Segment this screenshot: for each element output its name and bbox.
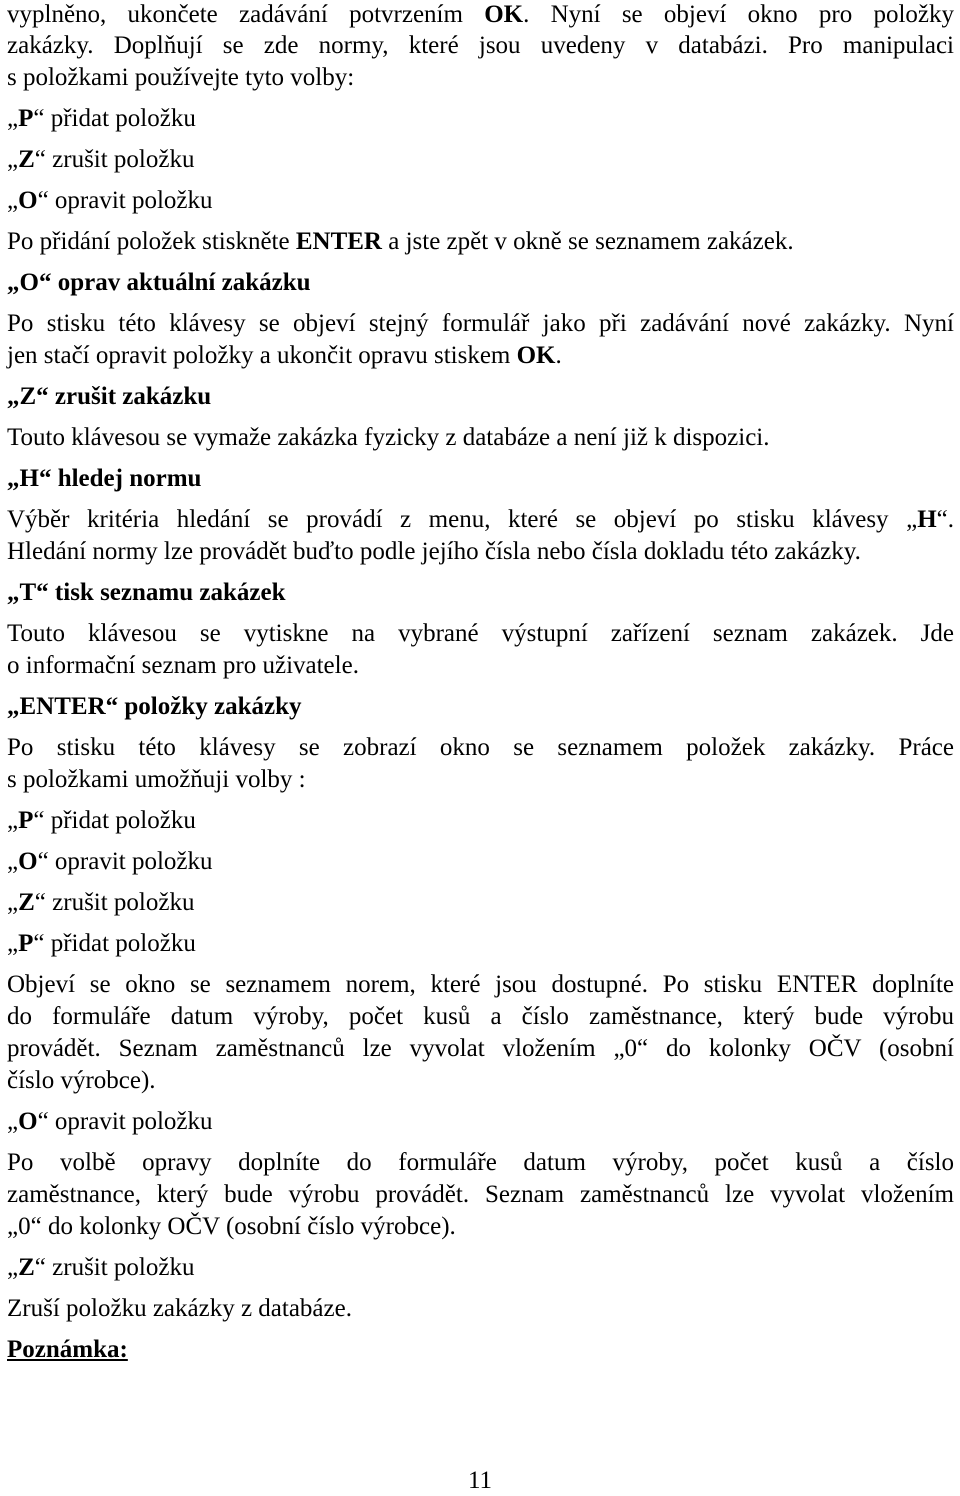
text-line [7,382,954,412]
text-line [7,464,954,494]
text-line [7,63,954,93]
text-line [7,806,954,836]
text-line [7,1148,954,1178]
text-run: zaměstnance, který bude výrobu provádět. Seznam zaměstnanců lze vyvolat vložením [7,1181,954,1208]
text-line [7,1180,954,1210]
text-line [7,765,954,795]
text-run: do formuláře datum výroby, počet kusů a číslo zaměstnance, který bude výrobu [7,1003,954,1030]
bold-text: O [18,1108,38,1135]
text-run: Touto klávesou se vytiskne na vybrané výstupní zařízení seznam zakázek. Jde [7,620,954,647]
text-run: provádět. Seznam zaměstnanců lze vyvolat vložením „0“ do kolonky OČV (osobní [7,1035,954,1062]
text-run: Hledání normy lze provádět buďto podle jejího čísla nebo čísla dokladu této zakázky. [7,538,861,565]
text-line [7,970,954,1000]
text-line [7,104,954,134]
bold-text: „T“ tisk seznamu zakázek [7,579,286,606]
text-run: “ přidat položku [33,105,196,132]
bold-text: Poznámka: [7,1336,128,1363]
text-run: „ [7,105,19,132]
bold-text: P [18,105,34,132]
text-line [7,888,954,918]
bold-text: Z [18,1254,35,1281]
text-line [7,309,954,339]
text-line [7,929,954,959]
text-run: Po volbě opravy doplníte do formuláře datum výroby, počet kusů a číslo [7,1149,954,1176]
text-run: Touto klávesou se vymaže zakázka fyzicky z databáze a není již k dispozici. [7,424,770,451]
text-run: “ opravit položku [37,187,213,214]
text-run: a jste zpět v okně se seznamem zakázek. [381,228,794,255]
text-line [7,341,954,371]
text-line [7,1034,954,1064]
text-run: Zruší položku zakázky z databáze. [7,1295,352,1322]
text-line [7,31,954,61]
bold-text: ENTER [295,228,382,255]
text-line [7,505,954,535]
text-line [7,268,954,298]
text-line [7,1212,954,1242]
text-run: „ [7,848,19,875]
bold-text: P [18,930,34,957]
text-run: „ [7,146,19,173]
text-run: Po stisku této klávesy se objeví stejný formulář jako při zadávání nové zakázky. Nyní [7,310,954,337]
text-run: „0“ do kolonky OČV (osobní číslo výrobce). [7,1213,456,1240]
bold-text: OK [516,342,556,369]
text-line [7,1107,954,1137]
text-run: s položkami umožňuji volby : [7,766,306,793]
text-line [7,1335,954,1365]
text-line [7,578,954,608]
text-line [7,1066,954,1096]
text-line [7,847,954,877]
bold-text: Z [18,146,35,173]
page-number: 11 [467,1467,493,1494]
text-line [7,537,954,567]
text-run: zakázky. Doplňují se zde normy, které jsou uvedeny v databázi. Pro manipulaci [7,32,954,59]
text-line [7,0,954,30]
text-line [7,1253,954,1283]
text-line [7,1002,954,1032]
text-run: vyplněno, ukončete zadávání potvrzením [7,1,485,28]
bold-text: „H“ hledej normu [7,465,202,492]
bold-text: „Z“ zrušit zakázku [7,383,212,410]
text-run: „ [7,1108,19,1135]
text-line [7,227,954,257]
text-run: Po stisku této klávesy se zobrazí okno se seznamem položek zakázky. Práce [7,734,954,761]
text-line [7,145,954,175]
text-run: číslo výrobce). [7,1067,156,1094]
text-run: “ opravit položku [37,848,213,875]
bold-text: „ENTER“ položky zakázky [7,693,302,720]
text-run: „ [7,889,19,916]
text-run: „ [7,807,19,834]
text-run: „ [7,930,19,957]
text-line [7,1294,954,1324]
bold-text: Z [18,889,35,916]
bold-text: O [18,848,38,875]
text-line [7,733,954,763]
text-run: „ [7,187,19,214]
text-line [7,186,954,216]
text-run: Výběr kritéria hledání se provádí z menu, které se objeví po stisku klávesy „ [7,506,918,533]
text-line [7,423,954,453]
text-run: “ přidat položku [33,930,196,957]
text-run: „ [7,1254,19,1281]
bold-text: OK [484,1,524,28]
text-run: “ zrušit položku [34,1254,195,1281]
text-line [7,692,954,722]
bold-text: O [18,187,38,214]
text-run: . Nyní se objeví okno pro položky [523,1,954,28]
text-run: Po přidání položek stiskněte [7,228,296,255]
bold-text: H [917,506,937,533]
bold-text: P [18,807,34,834]
text-run: s položkami používejte tyto volby: [7,64,355,91]
text-line [7,619,954,649]
text-run: “ opravit položku [37,1108,213,1135]
text-run: “. [936,506,954,533]
text-run: . [555,342,562,369]
text-run: jen stačí opravit položky a ukončit opravu stiskem [7,342,517,369]
text-run: “ přidat položku [33,807,196,834]
text-run: o informační seznam pro uživatele. [7,652,359,679]
text-line [7,651,954,681]
bold-text: „O“ oprav aktuální zakázku [7,269,311,296]
text-run: Objeví se okno se seznamem norem, které jsou dostupné. Po stisku ENTER doplníte [7,971,954,998]
text-run: “ zrušit položku [34,146,195,173]
text-run: “ zrušit položku [34,889,195,916]
